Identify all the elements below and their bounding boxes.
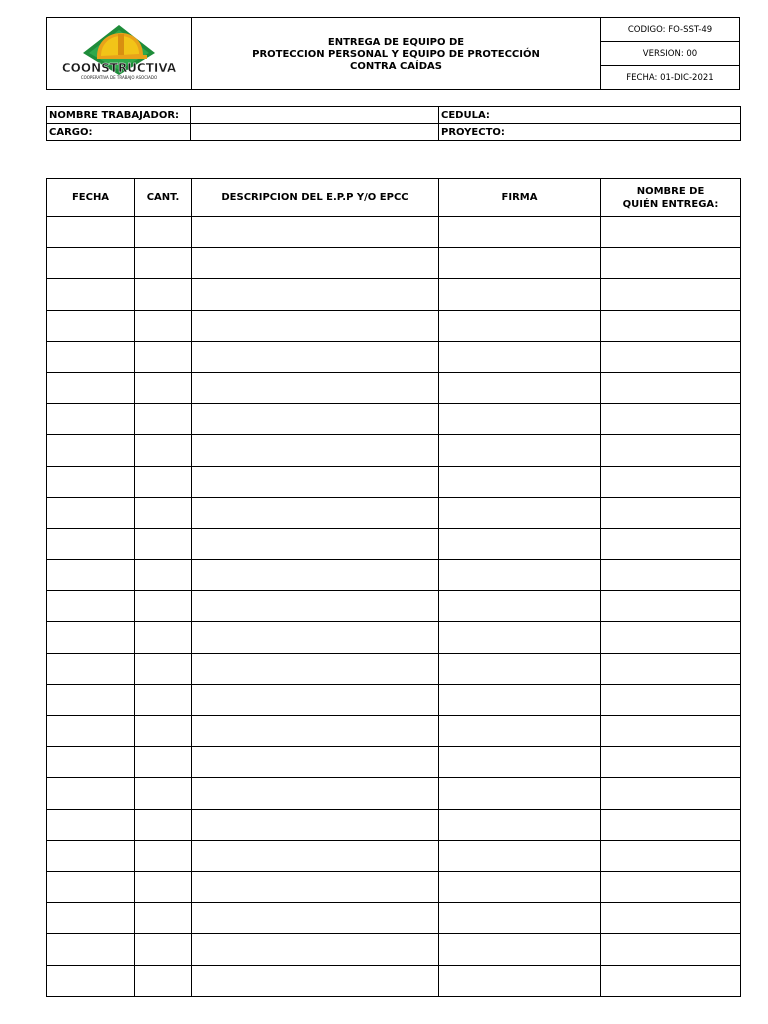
cell-fecha[interactable] — [47, 965, 135, 996]
cell-cant[interactable] — [135, 716, 192, 747]
logo-cell — [47, 18, 192, 90]
cell-fecha[interactable] — [47, 778, 135, 809]
table-row — [47, 716, 741, 747]
form-title-line-3: CONTRA CAÍDAS — [350, 60, 442, 72]
cell-firma[interactable] — [439, 903, 601, 934]
cell-firma[interactable] — [439, 341, 601, 372]
table-row — [47, 653, 741, 684]
cell-nombre-entrega[interactable] — [601, 778, 741, 809]
form-title-line-2: PROTECCION PERSONAL Y EQUIPO DE PROTECCIÓN — [252, 48, 540, 60]
cell-firma[interactable] — [439, 279, 601, 310]
cell-firma[interactable] — [439, 560, 601, 591]
cell-descripcion[interactable] — [192, 934, 439, 965]
cell-firma[interactable] — [439, 622, 601, 653]
cell-fecha[interactable] — [47, 716, 135, 747]
cell-firma[interactable] — [439, 809, 601, 840]
cell-descripcion[interactable] — [192, 653, 439, 684]
cell-descripcion[interactable] — [192, 778, 439, 809]
cell-cant[interactable] — [135, 372, 192, 403]
nombre-trabajador-label: NOMBRE TRABAJADOR: — [47, 107, 191, 124]
cell-descripcion[interactable] — [192, 497, 439, 528]
cell-descripcion[interactable] — [192, 622, 439, 653]
cell-fecha[interactable] — [47, 622, 135, 653]
nombre-trabajador-field[interactable] — [191, 107, 439, 124]
col-header-fecha: FECHA — [47, 179, 135, 217]
cell-descripcion[interactable] — [192, 310, 439, 341]
cell-cant[interactable] — [135, 310, 192, 341]
table-row — [47, 934, 741, 965]
cell-descripcion[interactable] — [192, 840, 439, 871]
cell-fecha[interactable] — [47, 809, 135, 840]
col-header-nombre-line-1: NOMBRE DE — [636, 185, 705, 197]
cell-firma[interactable] — [439, 404, 601, 435]
cell-nombre-entrega[interactable] — [601, 341, 741, 372]
cell-nombre-entrega[interactable] — [601, 248, 741, 279]
table-row — [47, 965, 741, 996]
cell-firma[interactable] — [439, 217, 601, 248]
cell-firma[interactable] — [439, 778, 601, 809]
cell-nombre-entrega[interactable] — [601, 435, 741, 466]
cell-cant[interactable] — [135, 809, 192, 840]
cell-firma[interactable] — [439, 840, 601, 871]
cell-fecha[interactable] — [47, 903, 135, 934]
cell-cant[interactable] — [135, 217, 192, 248]
cell-descripcion[interactable] — [192, 217, 439, 248]
cell-nombre-entrega[interactable] — [601, 684, 741, 715]
cell-nombre-entrega[interactable] — [601, 903, 741, 934]
cell-cant[interactable] — [135, 591, 192, 622]
table-row — [47, 248, 741, 279]
cell-firma[interactable] — [439, 934, 601, 965]
cell-descripcion[interactable] — [192, 341, 439, 372]
cell-fecha[interactable] — [47, 747, 135, 778]
cell-firma[interactable] — [439, 466, 601, 497]
cell-cant[interactable] — [135, 903, 192, 934]
cell-descripcion[interactable] — [192, 248, 439, 279]
table-row — [47, 528, 741, 559]
cell-descripcion[interactable] — [192, 560, 439, 591]
table-row — [47, 372, 741, 403]
table-row — [47, 871, 741, 902]
cell-firma[interactable] — [439, 528, 601, 559]
table-row — [47, 310, 741, 341]
cell-descripcion[interactable] — [192, 528, 439, 559]
fecha-doc-cell: FECHA: 01-DIC-2021 — [601, 66, 740, 90]
cell-cant[interactable] — [135, 965, 192, 996]
cell-cant[interactable] — [135, 684, 192, 715]
cell-fecha[interactable] — [47, 466, 135, 497]
cell-nombre-entrega[interactable] — [601, 591, 741, 622]
cell-firma[interactable] — [439, 248, 601, 279]
cell-fecha[interactable] — [47, 372, 135, 403]
cell-cant[interactable] — [135, 466, 192, 497]
cell-fecha[interactable] — [47, 435, 135, 466]
cell-firma[interactable] — [439, 653, 601, 684]
cell-cant[interactable] — [135, 622, 192, 653]
cell-nombre-entrega[interactable] — [601, 528, 741, 559]
cell-descripcion[interactable] — [192, 871, 439, 902]
logo-brand-text: COONSTRUCTIVA — [61, 60, 177, 75]
cell-nombre-entrega[interactable] — [601, 934, 741, 965]
table-row — [47, 840, 741, 871]
cargo-field[interactable] — [191, 124, 439, 141]
cell-descripcion[interactable] — [192, 747, 439, 778]
cell-descripcion[interactable] — [192, 466, 439, 497]
cell-descripcion[interactable] — [192, 404, 439, 435]
cell-fecha[interactable] — [47, 934, 135, 965]
table-row — [47, 622, 741, 653]
table-row — [47, 217, 741, 248]
cell-nombre-entrega[interactable] — [601, 871, 741, 902]
table-row — [47, 778, 741, 809]
cell-nombre-entrega[interactable] — [601, 622, 741, 653]
table-header-row — [47, 179, 741, 217]
cell-nombre-entrega[interactable] — [601, 404, 741, 435]
cell-nombre-entrega[interactable] — [601, 653, 741, 684]
col-header-descripcion: DESCRIPCION DEL E.P.P Y/O EPCC — [192, 179, 439, 217]
cell-nombre-entrega[interactable] — [601, 965, 741, 996]
cell-cant[interactable] — [135, 248, 192, 279]
cell-cant[interactable] — [135, 747, 192, 778]
table-row — [47, 466, 741, 497]
col-header-cant: CANT. — [135, 179, 192, 217]
proyecto-field[interactable] — [439, 124, 741, 141]
col-header-firma: FIRMA — [439, 179, 601, 217]
form-title — [192, 18, 601, 90]
cell-descripcion[interactable] — [192, 716, 439, 747]
cell-firma[interactable] — [439, 591, 601, 622]
worker-info-table — [46, 106, 741, 141]
version-cell: VERSION: 00 — [601, 42, 740, 66]
cell-firma[interactable] — [439, 684, 601, 715]
cell-nombre-entrega[interactable] — [601, 310, 741, 341]
document-header — [46, 17, 740, 90]
cell-descripcion[interactable] — [192, 965, 439, 996]
col-header-nombre-line-2: QUIÉN ENTREGA: — [622, 198, 719, 210]
cell-nombre-entrega[interactable] — [601, 560, 741, 591]
table-row — [47, 591, 741, 622]
table-row — [47, 341, 741, 372]
cell-nombre-entrega[interactable] — [601, 279, 741, 310]
table-body — [47, 217, 741, 997]
cell-firma[interactable] — [439, 435, 601, 466]
cell-cant[interactable] — [135, 341, 192, 372]
cell-firma[interactable] — [439, 716, 601, 747]
cell-firma[interactable] — [439, 965, 601, 996]
cell-firma[interactable] — [439, 372, 601, 403]
cell-nombre-entrega[interactable] — [601, 840, 741, 871]
cell-fecha[interactable] — [47, 528, 135, 559]
cell-nombre-entrega[interactable] — [601, 466, 741, 497]
table-row — [47, 684, 741, 715]
cell-cant[interactable] — [135, 528, 192, 559]
table-row — [47, 747, 741, 778]
table-row — [47, 497, 741, 528]
cell-cant[interactable] — [135, 279, 192, 310]
cell-fecha[interactable] — [47, 591, 135, 622]
cell-firma[interactable] — [439, 310, 601, 341]
cell-fecha[interactable] — [47, 653, 135, 684]
cell-descripcion[interactable] — [192, 372, 439, 403]
form-title-line-1: ENTREGA DE EQUIPO DE — [327, 36, 465, 48]
company-logo — [57, 23, 181, 81]
cell-descripcion[interactable] — [192, 591, 439, 622]
cell-cant[interactable] — [135, 653, 192, 684]
cell-firma[interactable] — [439, 871, 601, 902]
table-row — [47, 560, 741, 591]
cell-fecha[interactable] — [47, 404, 135, 435]
table-row — [47, 903, 741, 934]
cell-cant[interactable] — [135, 435, 192, 466]
cell-nombre-entrega[interactable] — [601, 747, 741, 778]
cell-nombre-entrega[interactable] — [601, 217, 741, 248]
cedula-field[interactable] — [439, 107, 741, 124]
cell-descripcion[interactable] — [192, 279, 439, 310]
cell-firma[interactable] — [439, 747, 601, 778]
cell-cant[interactable] — [135, 840, 192, 871]
cell-fecha[interactable] — [47, 560, 135, 591]
cell-cant[interactable] — [135, 497, 192, 528]
cell-cant[interactable] — [135, 871, 192, 902]
logo-tagline: COOPERATIVA DE TRABAJO ASOCIADO — [80, 74, 158, 80]
cell-firma[interactable] — [439, 497, 601, 528]
cell-descripcion[interactable] — [192, 435, 439, 466]
codigo-cell: CODIGO: FO-SST-49 — [601, 18, 740, 42]
col-header-nombre-entrega — [601, 179, 741, 217]
cell-fecha[interactable] — [47, 248, 135, 279]
cell-cant[interactable] — [135, 560, 192, 591]
cell-cant[interactable] — [135, 934, 192, 965]
proyecto-label: PROYECTO: — [441, 126, 505, 138]
epp-delivery-table — [46, 178, 741, 997]
cell-fecha[interactable] — [47, 497, 135, 528]
cell-descripcion[interactable] — [192, 903, 439, 934]
cell-cant[interactable] — [135, 404, 192, 435]
cell-nombre-entrega[interactable] — [601, 497, 741, 528]
cell-nombre-entrega[interactable] — [601, 809, 741, 840]
table-row — [47, 809, 741, 840]
cell-fecha[interactable] — [47, 310, 135, 341]
cell-nombre-entrega[interactable] — [601, 716, 741, 747]
cell-fecha[interactable] — [47, 840, 135, 871]
cell-nombre-entrega[interactable] — [601, 372, 741, 403]
table-row — [47, 435, 741, 466]
table-row — [47, 279, 741, 310]
table-row — [47, 404, 741, 435]
cargo-label: CARGO: — [47, 124, 191, 141]
cell-descripcion[interactable] — [192, 809, 439, 840]
cell-fecha[interactable] — [47, 217, 135, 248]
cell-fecha[interactable] — [47, 871, 135, 902]
cell-fecha[interactable] — [47, 279, 135, 310]
cell-descripcion[interactable] — [192, 684, 439, 715]
cedula-label: CEDULA: — [441, 109, 490, 121]
cell-fecha[interactable] — [47, 684, 135, 715]
cell-cant[interactable] — [135, 778, 192, 809]
cell-fecha[interactable] — [47, 341, 135, 372]
